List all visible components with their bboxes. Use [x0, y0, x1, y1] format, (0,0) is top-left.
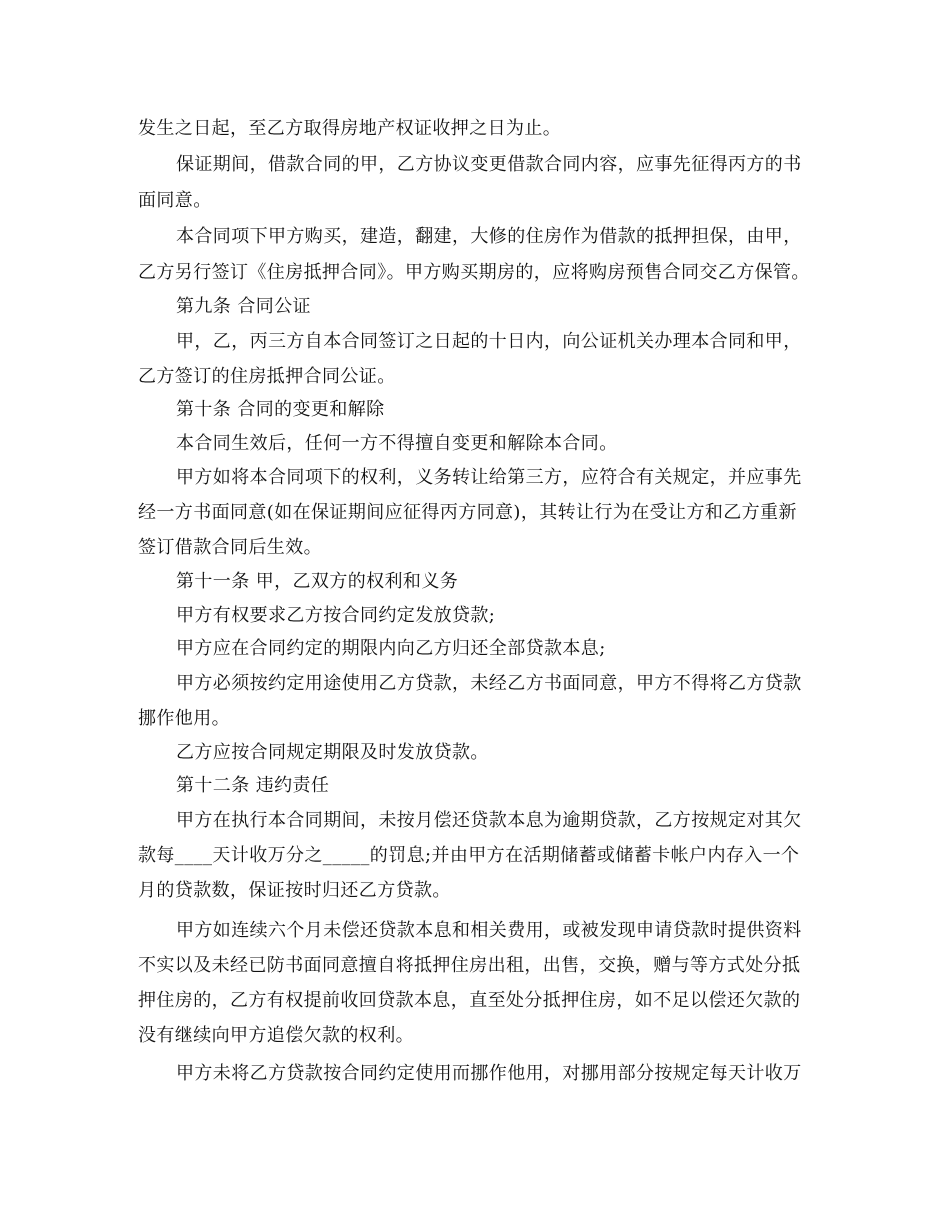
- text-line: 不实以及未经已防书面同意擅自将抵押住房出租，出售，交换，赠与等方式处分抵: [138, 955, 801, 976]
- text-line: 甲方如将本合同项下的权利，义务转让给第三方，应符合有关规定，并应事先: [176, 467, 802, 488]
- text-line: 经一方书面同意(如在保证期间应征得丙方同意)，其转让行为在受让方和乙方重新: [138, 502, 797, 523]
- text-line: 乙方签订的住房抵押合同公证。: [138, 366, 396, 387]
- text-line: 面同意。: [138, 190, 212, 211]
- text-line: 甲方有权要求乙方按合同约定发放贷款;: [176, 605, 496, 626]
- section-heading: 第十条 合同的变更和解除: [176, 399, 385, 420]
- text-line: 款每____天计收万分之_____的罚息;并由甲方在活期储蓄或储蓄卡帐户内存入一个: [138, 845, 800, 866]
- text-line: 保证期间，借款合同的甲，乙方协议变更借款合同内容，应事先征得丙方的书: [176, 154, 802, 175]
- text-line: 押住房的，乙方有权提前收回贷款本息，直至处分抵押住房，如不足以偿还欠款的: [138, 990, 801, 1011]
- text-line: 甲，乙，丙三方自本合同签订之日起的十日内，向公证机关办理本合同和甲，: [176, 331, 802, 352]
- text-line: 甲方在执行本合同期间，未按月偿还贷款本息为逾期贷款，乙方按规定对其欠: [176, 810, 802, 831]
- section-heading: 第十一条 甲，乙双方的权利和义务: [176, 571, 459, 592]
- text-line: 甲方应在合同约定的期限内向乙方归还全部贷款本息;: [176, 638, 606, 659]
- section-heading: 第九条 合同公证: [176, 296, 311, 317]
- section-heading: 第十二条 违约责任: [176, 775, 330, 796]
- text-line: 甲方如连续六个月未偿还贷款本息和相关费用，或被发现申请贷款时提供资料: [176, 920, 802, 941]
- text-line: 签订借款合同后生效。: [138, 537, 322, 558]
- text-line: 甲方未将乙方贷款按合同约定使用而挪作他用，对挪用部分按规定每天计收万: [176, 1063, 802, 1084]
- text-line: 本合同生效后，任何一方不得擅自变更和解除本合同。: [176, 433, 618, 454]
- text-line: 没有继续向甲方追偿欠款的权利。: [138, 1025, 414, 1046]
- text-line: 月的贷款数，保证按时归还乙方贷款。: [138, 880, 451, 901]
- text-line: 挪作他用。: [138, 708, 230, 729]
- text-line: 乙方应按合同规定期限及时发放贷款。: [176, 742, 489, 763]
- text-line: 本合同项下甲方购买，建造，翻建，大修的住房作为借款的抵押担保，由甲，: [176, 226, 802, 247]
- text-line: 甲方必须按约定用途使用乙方贷款，未经乙方书面同意，甲方不得将乙方贷款: [176, 673, 802, 694]
- text-line: 乙方另行签订《住房抵押合同》。甲方购买期房的，应将购房预售合同交乙方保管。: [138, 262, 810, 283]
- text-line: 发生之日起，至乙方取得房地产权证收押之日为止。: [138, 118, 562, 139]
